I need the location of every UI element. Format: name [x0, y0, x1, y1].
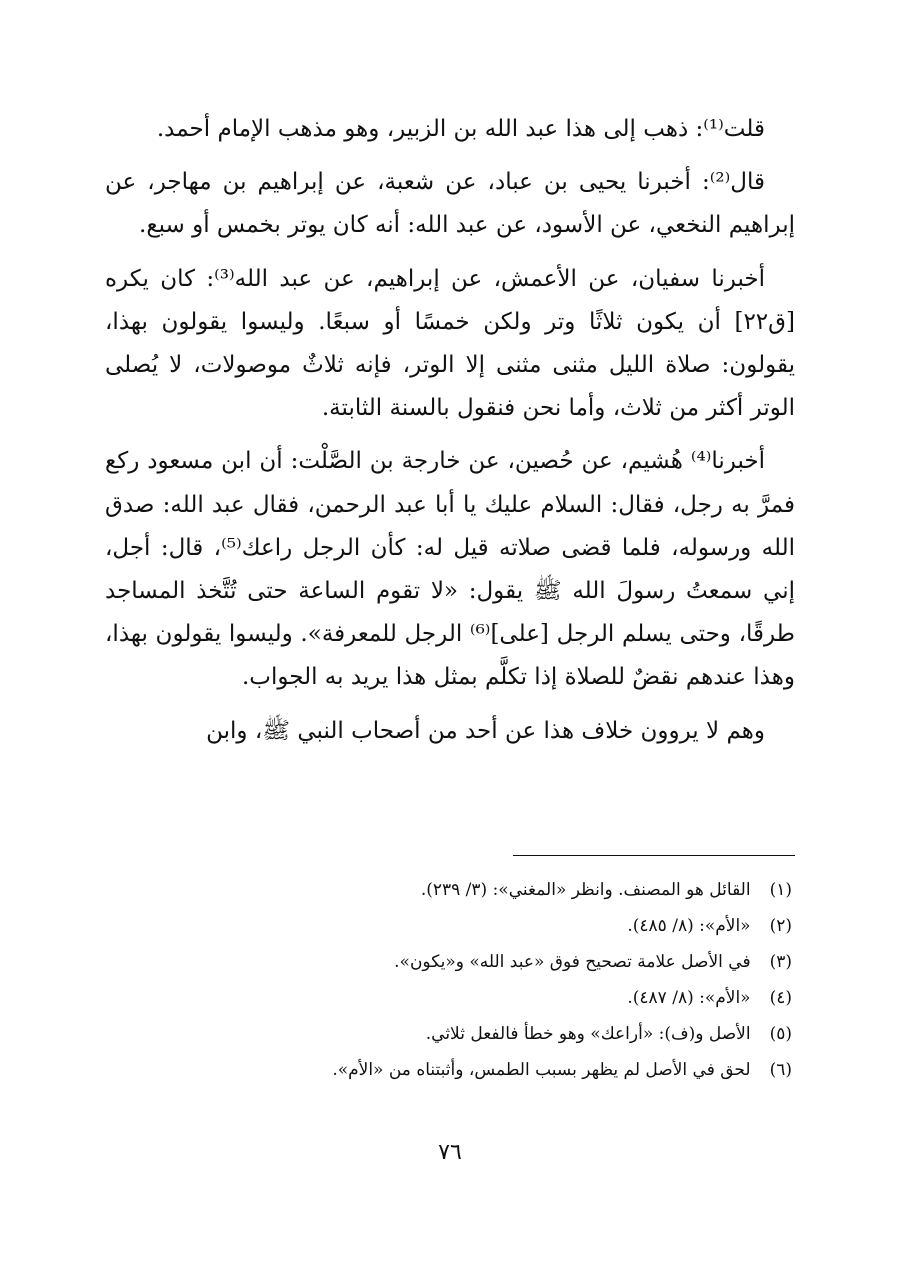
footnote-item — [105, 1052, 792, 1088]
footnote-item — [105, 872, 792, 908]
footnote-number: (٢) — [769, 916, 792, 936]
page-number: ٧٦ — [438, 1140, 462, 1165]
footnote-text: القائل هو المصنف. وانظر «المغني»: (٣/ ٢٣٩). — [420, 880, 751, 900]
footnote-item — [105, 1016, 792, 1052]
footnotes-list — [105, 872, 792, 1088]
main-text — [105, 108, 795, 763]
footnote-item — [105, 908, 792, 944]
footnote-item — [105, 980, 792, 1016]
paragraph-3: أخبرنا سفيان، عن الأعمش، عن إبراهيم، عن عبد الله⁽³⁾: كان يكره [ق٢٢] أن يكون ثلاثًا وتر ولكن خمسًا أو سبعًا. وليسوا يقولون بهذا، يقولون: صلاة الليل مثنى مثنى إلا الوتر، فإنه ثلاثٌ موصولات، لا يُصلى الوتر أكثر من ثلاث، وأما نحن فنقول بالسنة الثابتة. — [105, 265, 795, 422]
paragraph-2: قال⁽²⁾: أخبرنا يحيى بن عباد، عن شعبة، عن إبراهيم بن مهاجر، عن إبراهيم النخعي، عن الأسود، عن عبد الله: أنه كان يوتر بخمس أو سبع. — [105, 169, 795, 239]
footnote-text: في الأصل علامة تصحيح فوق «عبد الله» و«يكون». — [394, 952, 751, 972]
footnote-number: (٥) — [769, 1024, 792, 1044]
footnote-number: (٤) — [769, 988, 792, 1008]
footnote-separator — [513, 855, 795, 856]
footnote-item — [105, 944, 792, 980]
paragraph-1: قلت⁽¹⁾: ذهب إلى هذا عبد الله بن الزبير، وهو مذهب الإمام أحمد. — [156, 116, 765, 142]
paragraph-5: وهم لا يروون خلاف هذا عن أحد من أصحاب النبي ﷺ، وابن — [206, 717, 765, 744]
footnote-number: (٣) — [769, 952, 792, 972]
footnote-text: «الأم»: (٨/ ٤٨٥). — [627, 916, 751, 936]
footnote-text: «الأم»: (٨/ ٤٨٧). — [627, 988, 751, 1008]
paragraph-4: أخبرنا⁽⁴⁾ هُشيم، عن حُصين، عن خارجة بن الصَّلْت: أن ابن مسعود ركع فمرَّ به رجل، فقال: السلام عليك يا أبا عبد الرحمن، فقال عبد الله: صدق الله ورسوله، فلما قضى صلاته قيل له: كأن الرجل راعك⁽⁵⁾، قال: أجل، إني سمعتُ رسولَ الله ﷺ يقول: «لا تقوم الساعة حتى تُتَّخذ المساجد طرقًا، وحتى يسلم الرجل [على]⁽⁶⁾ الرجل للمعرفة». وليسوا يقولون بهذا، وهذا عندهم نقضٌ للصلاة إذا تكلَّم بمثل هذا يريد به الجواب. — [105, 448, 795, 691]
footnote-number: (٦) — [769, 1060, 792, 1080]
footnote-text: لحق في الأصل لم يظهر بسبب الطمس، وأثبتناه من «الأم». — [332, 1060, 751, 1080]
footnote-text: الأصل و(ف): «أراعك» وهو خطأ فالفعل ثلاثي. — [425, 1024, 751, 1044]
footnote-number: (١) — [769, 880, 792, 900]
